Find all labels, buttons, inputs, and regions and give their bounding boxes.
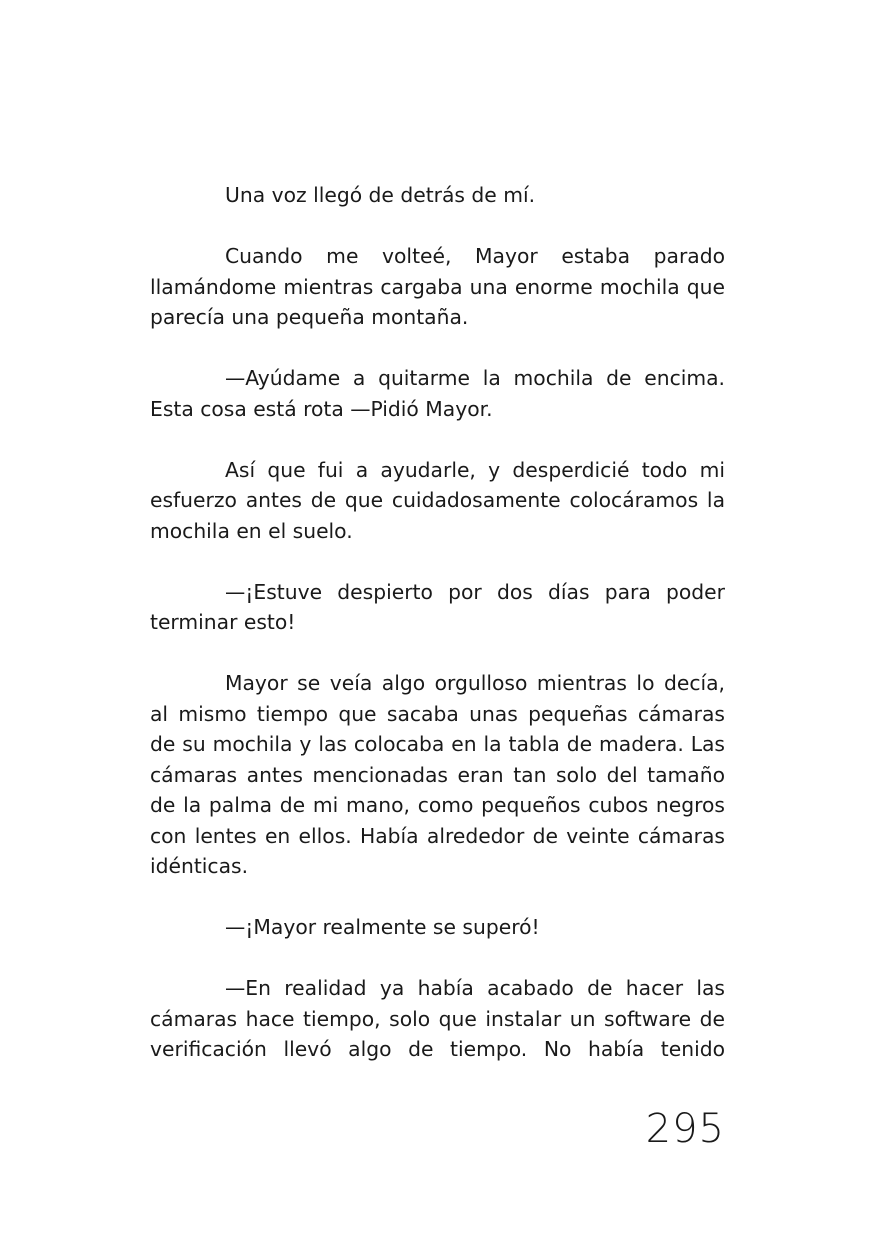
paragraph: Mayor se veía algo orgulloso mientras lo decía, al mismo tiempo que sacaba unas pequeñas cámaras de su mochila y las colocaba en la tabla de madera. Las cámaras antes mencionadas eran tan solo del tamaño de la palma de mi mano, como pequeños cubos negros con lentes en ellos. Había alrededor de veinte cámaras idénticas. bbox=[150, 671, 725, 878]
paragraph: —¡Estuve despierto por dos días para poder terminar esto! bbox=[150, 579, 725, 634]
paragraph: Cuando me volteé, Mayor estaba parado llamándome mientras cargaba una enorme mochila que parecía una pequeña montaña. bbox=[150, 244, 725, 329]
paragraph-last: —En realidad ya había acabado de hacer las cámaras hace tiempo, solo que instalar un software de verificación llevó algo de tiempo. No había tenido bbox=[150, 976, 725, 1061]
paragraph: —Ayúdame a quitarme la mochila de encima. Esta cosa está rota —Pidió Mayor. bbox=[150, 366, 725, 421]
page-number: 295 bbox=[645, 1106, 725, 1152]
paragraph: Una voz llegó de detrás de mí. bbox=[225, 183, 536, 207]
paragraph: Así que fui a ayudarle, y desperdicié todo mi esfuerzo antes de que cuidadosamente colocáramos la mochila en el suelo. bbox=[150, 457, 725, 543]
paragraph: —¡Mayor realmente se superó! bbox=[225, 915, 540, 939]
page-body bbox=[150, 180, 725, 1095]
